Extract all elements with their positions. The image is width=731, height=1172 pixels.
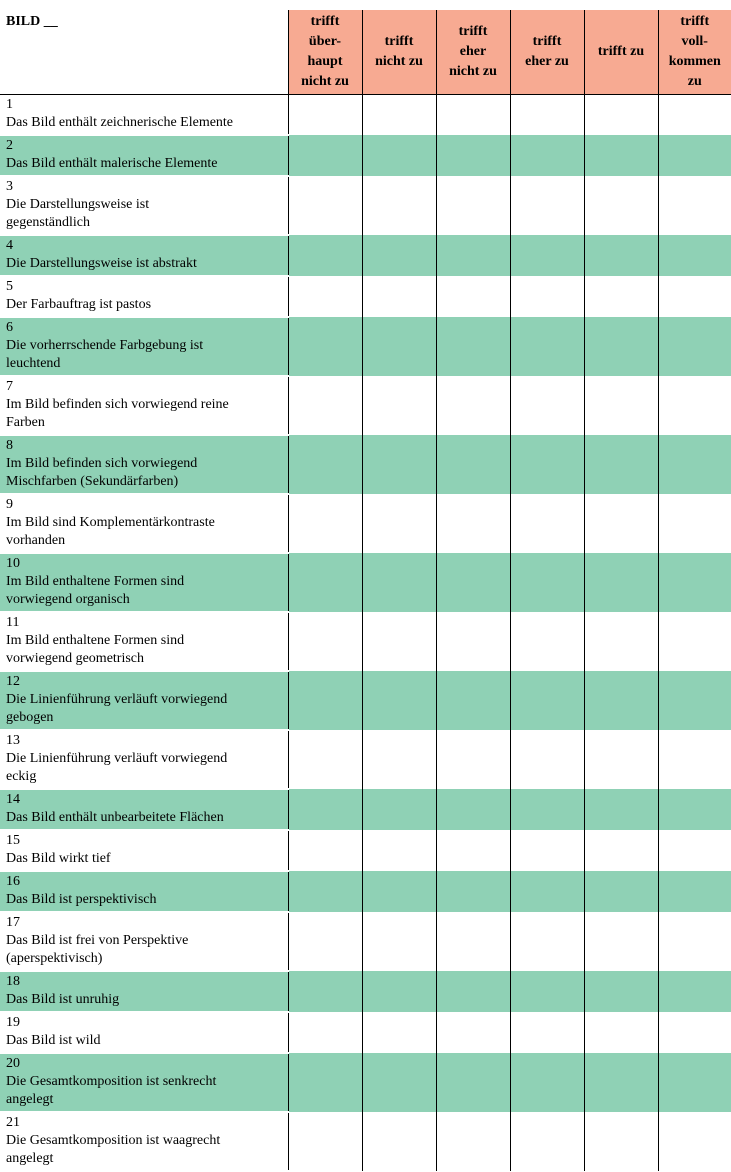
- rating-cell[interactable]: [362, 1053, 436, 1112]
- rating-cell[interactable]: [510, 95, 584, 136]
- rating-cell[interactable]: [288, 317, 362, 376]
- rating-cell[interactable]: [510, 612, 584, 671]
- rating-cell[interactable]: [436, 176, 510, 235]
- row-number: 12: [6, 674, 20, 689]
- rating-cell[interactable]: [658, 317, 731, 376]
- statement-cell: [0, 912, 288, 971]
- rating-cell[interactable]: [436, 1012, 510, 1053]
- table-row: [0, 730, 731, 789]
- table-row: [0, 95, 731, 136]
- statement-text: [6, 455, 255, 491]
- rating-cell[interactable]: [362, 553, 436, 612]
- header-line: eher zu: [525, 54, 569, 69]
- statement-text: [6, 1032, 255, 1050]
- statement-line: Das Bild ist unruhig: [6, 992, 120, 1007]
- rating-cell[interactable]: [658, 789, 731, 830]
- rating-cell[interactable]: [658, 912, 731, 971]
- rating-cell[interactable]: [584, 671, 658, 730]
- rating-cell[interactable]: [362, 789, 436, 830]
- statement-cell: [0, 612, 288, 671]
- header-line: trifft zu: [597, 44, 645, 59]
- rating-cell[interactable]: [584, 235, 658, 276]
- header-line: eher: [459, 44, 487, 59]
- statement-line: Im Bild befinden sich vorwiegend: [6, 456, 198, 471]
- statement-cell: [0, 871, 288, 912]
- header-line: trifft: [310, 14, 340, 29]
- rating-cell[interactable]: [362, 435, 436, 494]
- rating-cell[interactable]: [584, 912, 658, 971]
- rating-cell[interactable]: [510, 871, 584, 912]
- table-row: [0, 789, 731, 830]
- rating-cell[interactable]: [288, 789, 362, 830]
- rating-cell[interactable]: [510, 235, 584, 276]
- rating-cell[interactable]: [288, 871, 362, 912]
- statement-line: Das Bild wirkt tief: [6, 851, 111, 866]
- rating-cell[interactable]: [436, 435, 510, 494]
- rating-cell[interactable]: [362, 494, 436, 553]
- row-number: 13: [6, 733, 20, 748]
- table-row: [0, 912, 731, 971]
- rating-cell[interactable]: [288, 435, 362, 494]
- rating-cell[interactable]: [288, 912, 362, 971]
- statement-text: [6, 255, 255, 273]
- table-row: [0, 553, 731, 612]
- rating-cell[interactable]: [362, 871, 436, 912]
- statement-cell: [0, 1112, 288, 1171]
- header-line: nicht zu: [301, 74, 349, 89]
- row-number: 17: [6, 915, 20, 930]
- rating-cell[interactable]: [584, 317, 658, 376]
- row-number: 18: [6, 974, 20, 989]
- statement-line: eckig: [6, 769, 37, 784]
- statement-line: angelegt: [6, 1092, 54, 1107]
- rating-cell[interactable]: [584, 871, 658, 912]
- header-line: über-: [308, 34, 342, 49]
- row-number: 10: [6, 556, 20, 571]
- statement-line: Die Gesamtkomposition ist waagrecht: [6, 1133, 221, 1148]
- rating-cell[interactable]: [362, 830, 436, 871]
- rating-cell[interactable]: [436, 376, 510, 435]
- row-number: 2: [6, 138, 13, 153]
- statement-cell: [0, 971, 288, 1012]
- header-line: trifft: [532, 34, 562, 49]
- rating-cell[interactable]: [584, 435, 658, 494]
- header-row: [0, 10, 731, 95]
- header-line: nicht zu: [375, 54, 423, 69]
- rating-cell[interactable]: [658, 730, 731, 789]
- statement-cell: [0, 730, 288, 789]
- rating-cell[interactable]: [510, 789, 584, 830]
- rating-cell[interactable]: [510, 276, 584, 317]
- rating-cell[interactable]: [584, 95, 658, 136]
- statement-line: Die Darstellungsweise ist abstrakt: [6, 256, 197, 271]
- header-line: nicht zu: [449, 64, 497, 79]
- rating-cell[interactable]: [288, 235, 362, 276]
- statement-line: Das Bild ist frei von Perspektive: [6, 933, 189, 948]
- statement-text: [6, 337, 255, 373]
- row-number: 1: [6, 97, 13, 112]
- rating-cell[interactable]: [288, 276, 362, 317]
- rating-cell[interactable]: [658, 671, 731, 730]
- statement-text: [6, 296, 255, 314]
- rating-cell[interactable]: [584, 176, 658, 235]
- rating-cell[interactable]: [436, 235, 510, 276]
- table-row: [0, 1112, 731, 1171]
- rating-cell[interactable]: [362, 317, 436, 376]
- header-trifft-vollkommen-zu: [658, 10, 731, 95]
- statement-cell: [0, 671, 288, 730]
- rating-cell[interactable]: [436, 789, 510, 830]
- statement-text: [6, 114, 255, 132]
- statement-text: [6, 514, 255, 550]
- rating-cell[interactable]: [658, 494, 731, 553]
- header-line: zu: [687, 74, 702, 89]
- rating-cell[interactable]: [362, 671, 436, 730]
- row-number: 15: [6, 833, 20, 848]
- statement-cell: [0, 553, 288, 612]
- rating-cell[interactable]: [362, 912, 436, 971]
- statement-text: [6, 155, 255, 173]
- rating-cell[interactable]: [658, 435, 731, 494]
- statement-text: [6, 1132, 255, 1168]
- statement-line: Das Bild enthält zeichnerische Elemente: [6, 115, 234, 130]
- rating-cell[interactable]: [436, 1112, 510, 1171]
- rating-cell[interactable]: [362, 971, 436, 1012]
- statement-text: [6, 750, 255, 786]
- rating-cell[interactable]: [436, 971, 510, 1012]
- rating-cell[interactable]: [584, 276, 658, 317]
- rating-cell[interactable]: [436, 912, 510, 971]
- rating-cell[interactable]: [288, 135, 362, 176]
- statement-line: (aperspektivisch): [6, 951, 103, 966]
- rating-cell[interactable]: [362, 376, 436, 435]
- table-row: [0, 376, 731, 435]
- rating-cell[interactable]: [510, 135, 584, 176]
- rating-cell[interactable]: [510, 912, 584, 971]
- table-row: [0, 1053, 731, 1112]
- rating-cell[interactable]: [584, 971, 658, 1012]
- statement-line: Die vorherrschende Farbgebung ist: [6, 338, 204, 353]
- table-row: [0, 435, 731, 494]
- rating-cell[interactable]: [584, 1012, 658, 1053]
- row-number: 4: [6, 238, 13, 253]
- table-row: [0, 235, 731, 276]
- statement-cell: [0, 176, 288, 235]
- rating-cell[interactable]: [658, 176, 731, 235]
- rating-cell[interactable]: [658, 1112, 731, 1171]
- statement-cell: [0, 235, 288, 276]
- statement-cell: [0, 135, 288, 176]
- rating-cell[interactable]: [584, 1053, 658, 1112]
- row-number: 20: [6, 1056, 20, 1071]
- rating-cell[interactable]: [584, 135, 658, 176]
- statement-cell: [0, 376, 288, 435]
- header-trifft-zu: [584, 10, 658, 95]
- rating-cell[interactable]: [584, 612, 658, 671]
- header-trifft-ueberhaupt-nicht-zu: [288, 10, 362, 95]
- rating-cell[interactable]: [584, 730, 658, 789]
- header-line: haupt: [307, 54, 343, 69]
- statement-line: Im Bild enthaltene Formen sind: [6, 574, 185, 589]
- rating-cell[interactable]: [510, 971, 584, 1012]
- statement-text: [6, 632, 255, 668]
- row-number: 6: [6, 320, 13, 335]
- statement-line: Mischfarben (Sekundärfarben): [6, 474, 179, 489]
- rating-cell[interactable]: [362, 730, 436, 789]
- statement-text: [6, 396, 255, 432]
- rating-cell[interactable]: [510, 553, 584, 612]
- rating-cell[interactable]: [436, 95, 510, 136]
- rating-cell[interactable]: [658, 276, 731, 317]
- statement-line: vorwiegend geometrisch: [6, 651, 145, 666]
- row-number: 9: [6, 497, 13, 512]
- statement-line: leuchtend: [6, 356, 61, 371]
- rating-cell[interactable]: [362, 235, 436, 276]
- rating-cell[interactable]: [658, 1012, 731, 1053]
- row-number: 11: [6, 615, 20, 630]
- rating-cell[interactable]: [658, 135, 731, 176]
- rating-cell[interactable]: [658, 95, 731, 136]
- rating-cell[interactable]: [658, 553, 731, 612]
- statement-cell: [0, 1012, 288, 1053]
- rating-cell[interactable]: [584, 789, 658, 830]
- statement-text: [6, 573, 255, 609]
- rating-cell[interactable]: [510, 494, 584, 553]
- statement-line: Das Bild ist perspektivisch: [6, 892, 157, 907]
- rating-cell[interactable]: [436, 276, 510, 317]
- table-row: [0, 135, 731, 176]
- rating-cell[interactable]: [510, 376, 584, 435]
- statement-text: [6, 850, 255, 868]
- rating-cell[interactable]: [362, 276, 436, 317]
- rating-cell[interactable]: [510, 435, 584, 494]
- rating-cell[interactable]: [658, 376, 731, 435]
- rating-cell[interactable]: [362, 176, 436, 235]
- rating-cell[interactable]: [658, 871, 731, 912]
- rating-cell[interactable]: [288, 553, 362, 612]
- statement-text: [6, 691, 255, 727]
- row-number: 21: [6, 1115, 20, 1130]
- header-line: trifft: [384, 34, 414, 49]
- statement-cell: [0, 435, 288, 494]
- statement-line: Farben: [6, 415, 45, 430]
- statement-line: vorhanden: [6, 533, 66, 548]
- statement-line: Die Gesamtkomposition ist senkrecht: [6, 1074, 217, 1089]
- statement-line: Das Bild ist wild: [6, 1033, 101, 1048]
- rating-cell[interactable]: [362, 1112, 436, 1171]
- row-number: 16: [6, 874, 20, 889]
- rating-cell[interactable]: [436, 612, 510, 671]
- statement-line: angelegt: [6, 1151, 54, 1166]
- table-row: [0, 971, 731, 1012]
- rating-cell[interactable]: [436, 553, 510, 612]
- statement-line: gegenständlich: [6, 215, 90, 230]
- rating-cell[interactable]: [288, 1112, 362, 1171]
- table-row: [0, 830, 731, 871]
- rating-cell[interactable]: [658, 235, 731, 276]
- rating-cell[interactable]: [658, 830, 731, 871]
- statement-line: Die Linienführung verläuft vorwiegend: [6, 751, 228, 766]
- row-number: 19: [6, 1015, 20, 1030]
- header-line: trifft: [680, 14, 710, 29]
- rating-cell[interactable]: [288, 612, 362, 671]
- rating-cell[interactable]: [288, 95, 362, 136]
- rating-cell[interactable]: [584, 376, 658, 435]
- rating-cell[interactable]: [362, 1012, 436, 1053]
- table-row: [0, 1012, 731, 1053]
- rating-cell[interactable]: [288, 494, 362, 553]
- rating-cell[interactable]: [658, 1053, 731, 1112]
- rating-cell[interactable]: [436, 135, 510, 176]
- statement-cell: [0, 95, 288, 136]
- table-title: BILD __: [0, 10, 288, 95]
- statement-cell: [0, 317, 288, 376]
- rating-cell[interactable]: [288, 730, 362, 789]
- rating-cell[interactable]: [510, 176, 584, 235]
- row-number: 8: [6, 438, 13, 453]
- statement-cell: [0, 494, 288, 553]
- statement-cell: [0, 276, 288, 317]
- statement-text: [6, 1073, 255, 1109]
- statement-line: vorwiegend organisch: [6, 592, 130, 607]
- statement-text: [6, 891, 255, 909]
- rating-cell[interactable]: [288, 1053, 362, 1112]
- statement-text: [6, 932, 255, 968]
- rating-cell[interactable]: [288, 830, 362, 871]
- statement-line: Die Linienführung verläuft vorwiegend: [6, 692, 228, 707]
- rating-cell[interactable]: [362, 612, 436, 671]
- rating-cell[interactable]: [288, 971, 362, 1012]
- statement-text: [6, 809, 255, 827]
- header-line: trifft: [458, 24, 488, 39]
- rating-cell[interactable]: [658, 612, 731, 671]
- table-row: [0, 176, 731, 235]
- statement-line: gebogen: [6, 710, 54, 725]
- rating-cell[interactable]: [436, 1053, 510, 1112]
- table-row: [0, 317, 731, 376]
- rating-cell[interactable]: [436, 730, 510, 789]
- statement-cell: [0, 830, 288, 871]
- rating-cell[interactable]: [288, 1012, 362, 1053]
- table-row: [0, 612, 731, 671]
- statement-text: [6, 196, 255, 232]
- rating-cell[interactable]: [510, 830, 584, 871]
- rating-table: [0, 10, 731, 1172]
- header-trifft-eher-nicht-zu: [436, 10, 510, 95]
- rating-cell[interactable]: [584, 830, 658, 871]
- rating-cell[interactable]: [362, 135, 436, 176]
- row-number: 7: [6, 379, 13, 394]
- table-row: [0, 671, 731, 730]
- statement-line: Im Bild sind Komplementärkontraste: [6, 515, 215, 530]
- rating-cell[interactable]: [510, 730, 584, 789]
- statement-line: Im Bild enthaltene Formen sind: [6, 633, 185, 648]
- rating-cell[interactable]: [510, 1112, 584, 1171]
- statement-line: Das Bild enthält unbearbeitete Flächen: [6, 810, 224, 825]
- statement-line: Das Bild enthält malerische Elemente: [6, 156, 218, 171]
- rating-cell[interactable]: [584, 1112, 658, 1171]
- row-number: 14: [6, 792, 20, 807]
- rating-cell[interactable]: [436, 671, 510, 730]
- rating-cell[interactable]: [436, 871, 510, 912]
- statement-line: Die Darstellungsweise ist: [6, 197, 150, 212]
- rating-cell[interactable]: [658, 971, 731, 1012]
- rating-cell[interactable]: [288, 671, 362, 730]
- rating-cell[interactable]: [288, 376, 362, 435]
- rating-cell[interactable]: [436, 317, 510, 376]
- rating-cell[interactable]: [510, 1053, 584, 1112]
- row-number: 3: [6, 179, 13, 194]
- header-trifft-eher-zu: [510, 10, 584, 95]
- table-row: [0, 494, 731, 553]
- header-trifft-nicht-zu: [362, 10, 436, 95]
- rating-cell[interactable]: [510, 317, 584, 376]
- rating-cell[interactable]: [510, 671, 584, 730]
- rating-cell[interactable]: [436, 830, 510, 871]
- header-line: voll-: [681, 34, 708, 49]
- statement-cell: [0, 789, 288, 830]
- statement-text: [6, 991, 255, 1009]
- rating-cell[interactable]: [584, 494, 658, 553]
- rating-cell[interactable]: [436, 494, 510, 553]
- rating-cell[interactable]: [288, 176, 362, 235]
- rating-cell[interactable]: [510, 1012, 584, 1053]
- statement-line: Der Farbauftrag ist pastos: [6, 297, 152, 312]
- rating-cell[interactable]: [584, 553, 658, 612]
- statement-line: Im Bild befinden sich vorwiegend reine: [6, 397, 229, 412]
- header-line: kommen: [668, 54, 721, 69]
- rating-cell[interactable]: [362, 95, 436, 136]
- row-number: 5: [6, 279, 13, 294]
- table-row: [0, 871, 731, 912]
- statement-cell: [0, 1053, 288, 1112]
- table-row: [0, 276, 731, 317]
